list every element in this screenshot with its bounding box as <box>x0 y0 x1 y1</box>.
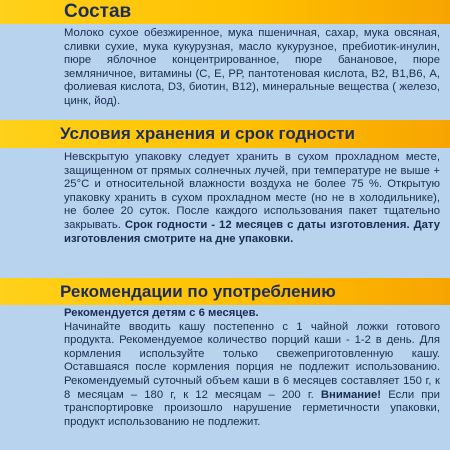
section-title: Состав <box>64 1 132 22</box>
section-body-storage <box>64 151 440 246</box>
section-body-composition <box>64 27 440 109</box>
section-header-composition <box>0 0 450 24</box>
section-title: Рекомендации по употреблению <box>60 281 336 301</box>
usage-instructions: Начинайте вводить кашу постепенно с 1 чайной ложки готового продукта. Рекомендуемое количество порций каши - 1-2 в день. Для кормления используйте только свежеприготовленную кашу. Оставшаяся после кормления порция не подлежит использованию. Рекомендуемый суточный объем каши в 6 месяцев составляет 150 г, к 8 месяцам – 180 г, к 12 месяцам – 200 г. <box>64 320 440 401</box>
shelf-life-text: Срок годности - 12 месяцев с даты изготовления. Дату изготовления смотрите на дне упаковки. <box>64 218 440 245</box>
section-header-storage <box>0 120 450 148</box>
ingredients-text: Молоко сухое обезжиренное, мука пшеничная, сахар, мука овсяная, сливки сухие, мука кукурузная, масло кукурузное, пребиотик-инулин, пюре яблочное концентрированное, пюре банановое, пюре земляничное, витамины (С, Е, РР, пантотеновая кислота, В2, В1,В6, А, фолиевая кислота, D3, биотин, В12), минеральные вещества ( железо, цинк, йод). <box>64 27 440 107</box>
age-recommendation: Рекомендуется детям с 6 месяцев. <box>64 307 259 319</box>
section-body-usage <box>64 307 440 429</box>
warning-label: Внимание! <box>320 388 382 401</box>
storage-text <box>64 151 440 246</box>
storage-instructions: Невскрытую упаковку следует хранить в сухом прохладном месте, защищенном от прямых солнечных лучей, при температуре не выше + 25°С и относительной влажности воздуха не более 75 %. Открытую упаковку хранить в сухом прохладном месте (но не в холодильнике), не более 20 суток. После каждого использования пакет тщательно закрывать. <box>64 151 440 231</box>
usage-text <box>64 321 440 430</box>
section-header-usage <box>0 278 450 305</box>
section-title: Условия хранения и срок годности <box>60 124 355 143</box>
warning-text: Если при транспортировке произошло нарушение герметичности упаковки, продукт использованию не подлежит. <box>64 388 440 428</box>
